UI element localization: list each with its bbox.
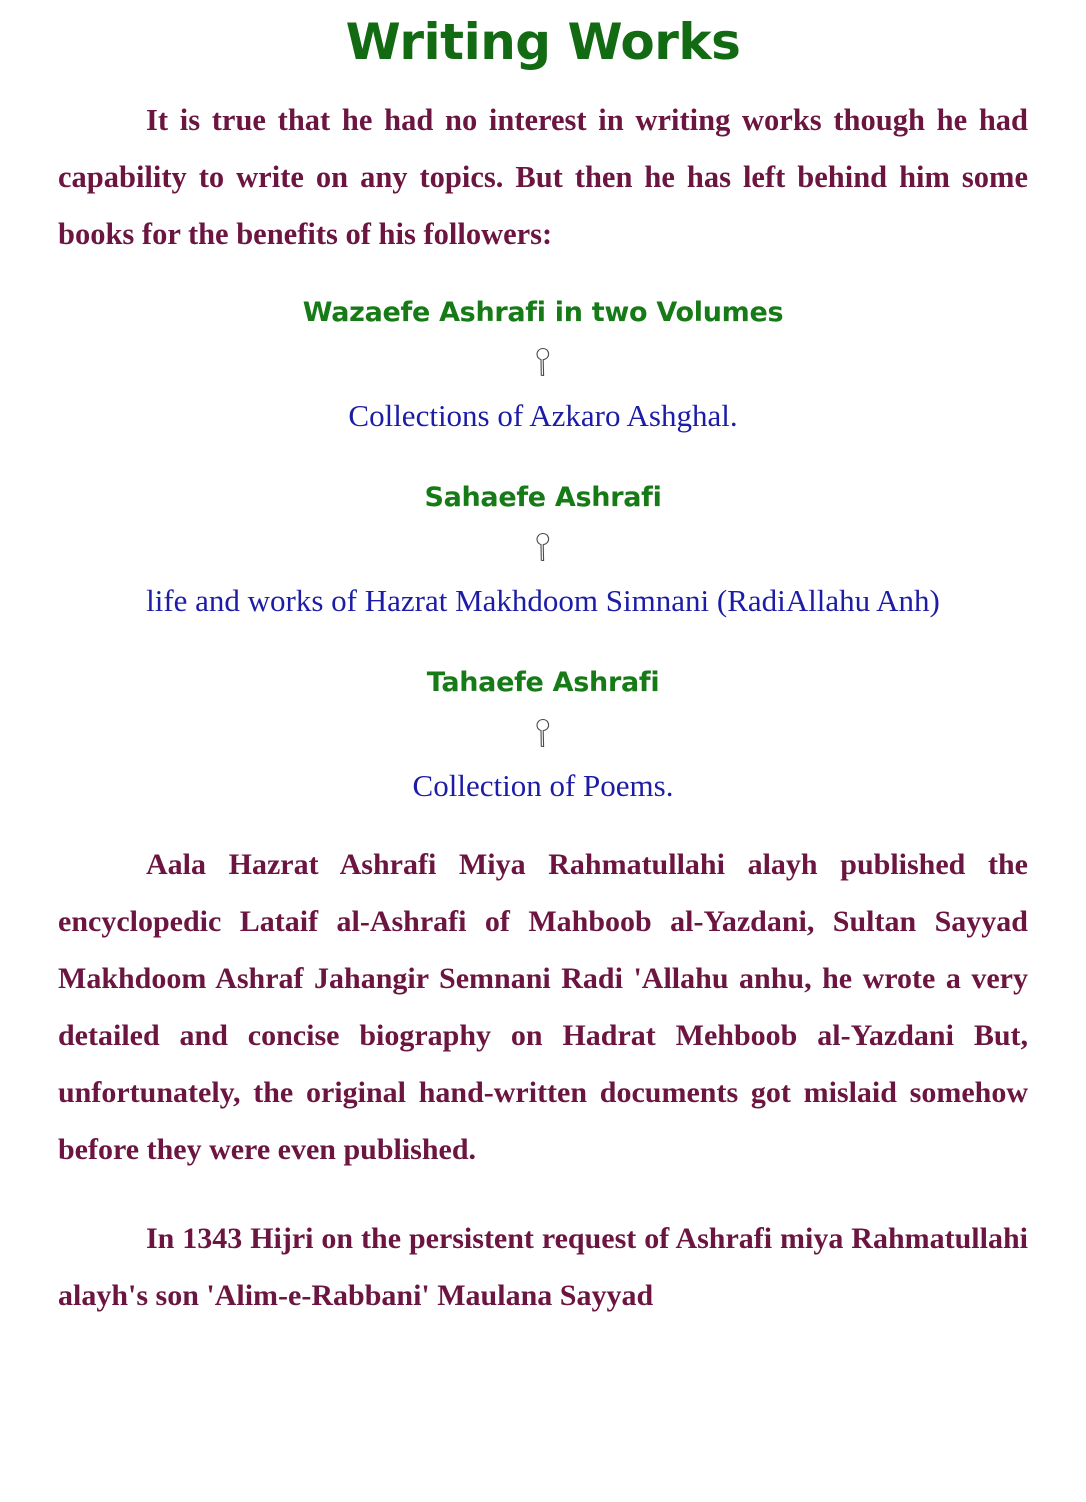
page-title: Writing Works (345, 13, 741, 71)
list-item (58, 667, 1028, 806)
work-description: life and works of Hazrat Makhdoom Simnani (RadiAllahu Anh) (146, 583, 940, 619)
down-arrow-icon (58, 715, 1028, 749)
work-description: Collection of Poems. (412, 768, 674, 804)
work-title: Wazaefe Ashrafi in two Volumes (302, 296, 784, 328)
work-title: Tahaefe Ashrafi (426, 666, 660, 698)
down-arrow-icon (58, 530, 1028, 564)
second-paragraph: Aala Hazrat Ashrafi Miya Rahmatullahi alayh published the encyclopedic Lataif al-Ashrafi of Mahboob al-Yazdani, Sultan Sayyad Makhdoom Ashraf Jahangir Semnani Radi 'Allahu anhu, he wrote a very detailed and concise biography on Hadrat Mehboob al-Yazdani But, unfortunately, the original hand-written documents got mislaid somehow before they were even published. (58, 847, 1028, 1166)
third-paragraph: In 1343 Hijri on the persistent request of Ashrafi miya Rahmatullahi alayh's son 'Alim-e-Rabbani' Maulana Sayyad (58, 1221, 1028, 1312)
down-arrow-icon (58, 345, 1028, 379)
work-title: Sahaefe Ashrafi (424, 481, 662, 513)
list-item (58, 482, 1028, 621)
intro-paragraph: It is true that he had no interest in writing works though he had capability to write on any topics. But then he has left behind him some books for the benefits of his followers: (58, 102, 1028, 251)
writing-works-list (58, 297, 1028, 806)
list-item (58, 297, 1028, 436)
work-description: Collections of Azkaro Ashghal. (348, 397, 738, 433)
